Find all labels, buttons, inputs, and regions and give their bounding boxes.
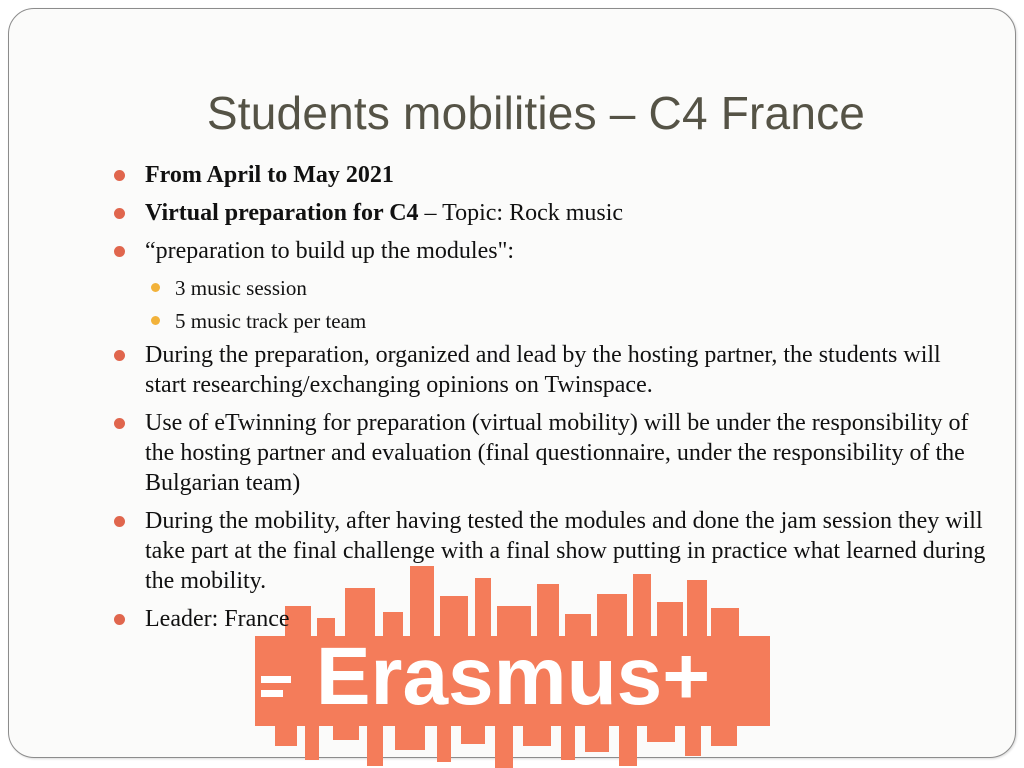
- bullet-dates: From April to May 2021: [108, 160, 988, 190]
- bullet-virtual-preparation: [108, 198, 988, 228]
- bullet-during-mobility: During the mobility, after having tested the modules and done the jam session they will take part at the final challenge with a final show putting in practice what learned during the mobility.: [108, 506, 988, 596]
- bullet-virtual-preparation-topic: – Topic: Rock music: [418, 200, 624, 226]
- bullet-list: [108, 160, 988, 642]
- bullet-virtual-preparation-bold: Virtual preparation for C4: [145, 200, 419, 226]
- bullet-leader: Leader: France: [108, 604, 988, 634]
- slide-title: Students mobilities – C4 France: [206, 87, 866, 139]
- sub-bullet-music-track: 5 music track per team: [108, 307, 988, 335]
- bullet-preparation-modules: “preparation to build up the modules":: [108, 236, 988, 266]
- sub-bullet-music-session: 3 music session: [108, 274, 988, 302]
- logo-text: Erasmus+: [315, 631, 711, 722]
- bullet-during-preparation: During the preparation, organized and lead by the hosting partner, the students will start researching/exchanging opinions on Twinspace.: [108, 340, 988, 400]
- bullet-etwinning: Use of eTwinning for preparation (virtual mobility) will be under the responsibility of the hosting partner and evaluation (final questionnaire, under the responsibility of the Bulgarian team): [108, 408, 988, 498]
